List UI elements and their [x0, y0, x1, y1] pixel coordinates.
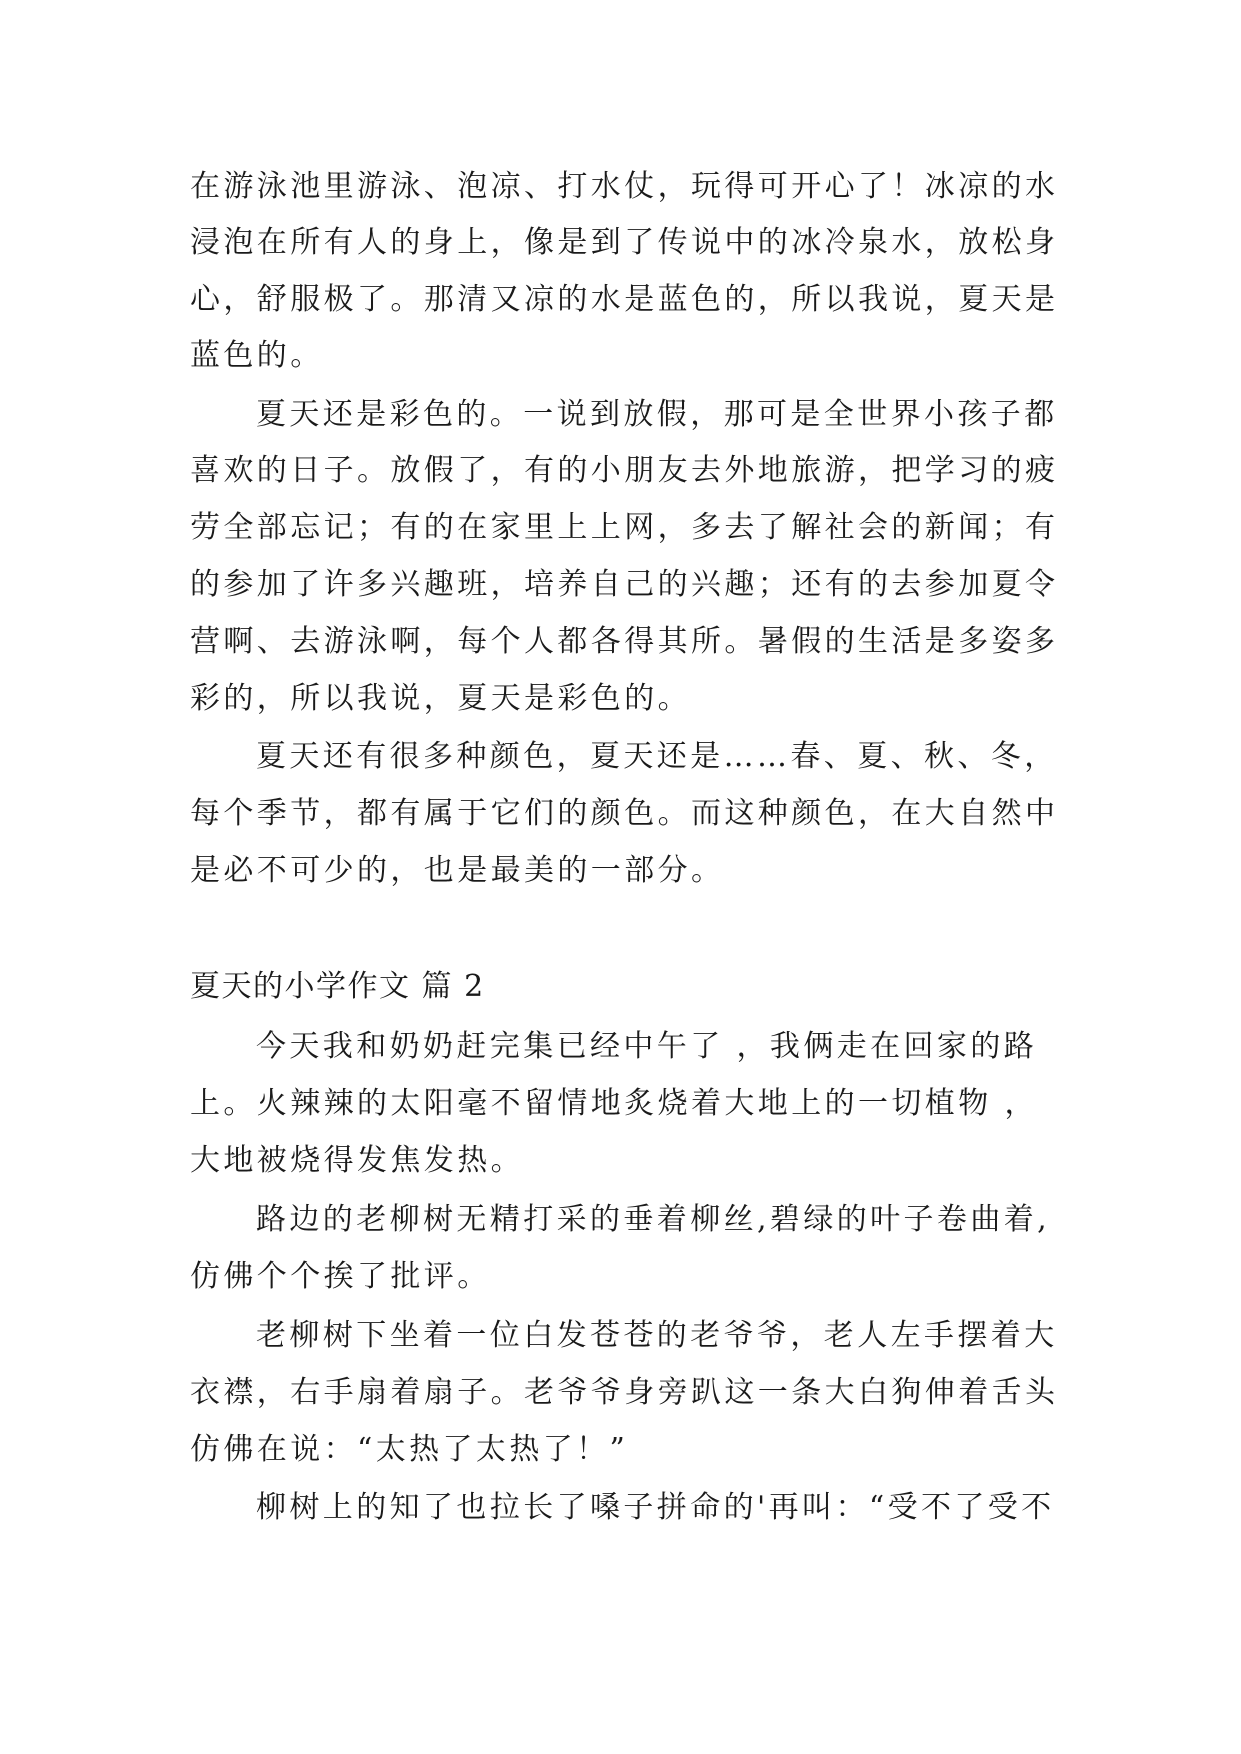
paragraph-line: 今天我和奶奶赶完集已经中午了 ，我俩走在回家的路	[256, 1029, 1038, 1064]
paragraph-line: 喜欢的日子。放假了，有的小朋友去外地旅游，把学习的疲	[190, 453, 1059, 488]
section-heading: 夏天的小学作文 篇 2	[190, 969, 485, 1004]
paragraph-line: 柳树上的知了也拉长了嗓子拼命的'再叫：“受不了受不	[256, 1490, 1055, 1525]
paragraph-line: 营啊、去游泳啊，每个人都各得其所。暑假的生活是多姿多	[190, 624, 1059, 659]
paragraph-line: 夏天还是彩色的。一说到放假，那可是全世界小孩子都	[256, 397, 1058, 432]
paragraph-line: 劳全部忘记；有的在家里上上网，多去了解社会的新闻；有	[190, 510, 1059, 545]
paragraph-line: 蓝色的。	[190, 338, 324, 373]
paragraph-line: 仿佛个个挨了批评。	[190, 1259, 491, 1294]
paragraph-line: 的参加了许多兴趣班，培养自己的兴趣；还有的去参加夏令	[190, 567, 1059, 602]
paragraph-line: 每个季节，都有属于它们的颜色。而这种颜色，在大自然中	[190, 796, 1059, 831]
paragraph-line: 衣襟，右手扇着扇子。老爷爷身旁趴这一条大白狗伸着舌头	[190, 1375, 1059, 1410]
paragraph-line: 大地被烧得发焦发热。	[190, 1143, 524, 1178]
paragraph-line: 仿佛在说：“太热了太热了！”	[190, 1432, 629, 1467]
paragraph-line: 老柳树下坐着一位白发苍苍的老爷爷，老人左手摆着大	[256, 1318, 1058, 1353]
paragraph-line: 是必不可少的，也是最美的一部分。	[190, 853, 725, 888]
paragraph-line: 路边的老柳树无精打采的垂着柳丝,碧绿的叶子卷曲着,	[256, 1202, 1051, 1237]
paragraph-line: 彩的，所以我说，夏天是彩色的。	[190, 681, 691, 716]
paragraph-line: 心，舒服极了。那清又凉的水是蓝色的，所以我说，夏天是	[190, 282, 1059, 317]
paragraph-line: 浸泡在所有人的身上，像是到了传说中的冰冷泉水，放松身	[190, 225, 1059, 260]
paragraph-line: 夏天还有很多种颜色，夏天还是……春、夏、秋、冬，	[256, 739, 1058, 774]
paragraph-line: 上。火辣辣的太阳毫不留情地炙烧着大地上的一切植物 ，	[190, 1086, 1038, 1121]
paragraph-line: 在游泳池里游泳、泡凉、打水仗，玩得可开心了！冰凉的水	[190, 169, 1059, 204]
